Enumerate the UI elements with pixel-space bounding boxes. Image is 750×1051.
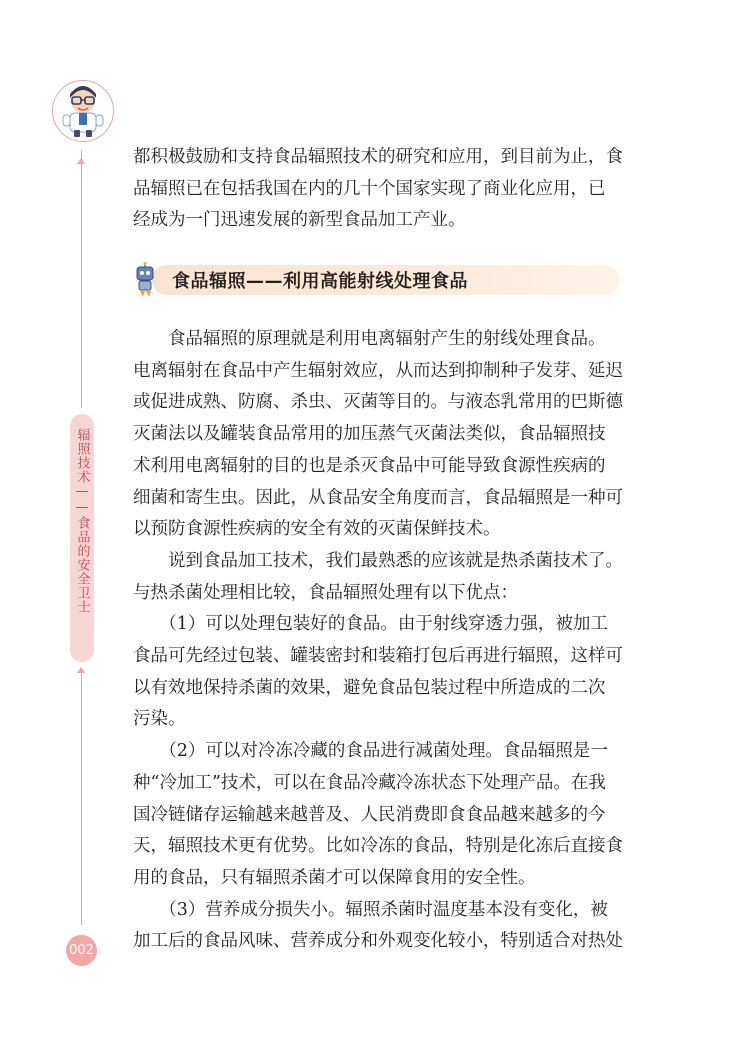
paragraph-advantage-3 [133, 895, 629, 958]
text-line: 国冷链储存运输越来越普及、人民消费即食食品越来越多的今 [133, 804, 606, 825]
text-line: （1）可以处理包装好的食品。由于射线穿透力强，被加工 [133, 614, 608, 635]
text-line: 或促进成熟、防腐、杀虫、灭菌等目的。与液态乳常用的巴斯德 [133, 392, 623, 413]
paragraph-principle [133, 324, 629, 546]
rail-line-bottom [81, 670, 82, 925]
text-line: 品辐照已在包括我国在内的几十个国家实现了商业化应用，已 [133, 178, 606, 199]
text-line: 电离辐射在食品中产生辐射效应，从而达到抑制种子发芽、延迟 [133, 360, 623, 381]
text-line: 加工后的食品风味、营养成分和外观变化较小，特别适合对热处 [133, 931, 623, 952]
paragraph-advantage-2 [133, 736, 629, 895]
text-line: 说到食品加工技术，我们最熟悉的应该就是热杀菌技术了。 [133, 550, 623, 571]
text-line: 用的食品，只有辐照杀菌才可以保障食用的安全性。 [133, 867, 536, 888]
text-line: 种“冷加工”技术，可以在食品冷藏冷冻状态下处理产品。在我 [133, 772, 606, 793]
rail-line-top [81, 150, 82, 408]
paragraph-comparison [133, 546, 629, 609]
text-line: 污染。 [133, 709, 186, 730]
text-line: 都积极鼓励和支持食品辐照技术的研究和应用，到目前为止，食 [133, 147, 623, 167]
text-line: 食品可先经过包装、罐装密封和装箱打包后再进行辐照，这样可 [133, 646, 623, 667]
text-line: 天，辐照技术更有优势。比如冷冻的食品，特别是化冻后直接食 [133, 836, 623, 857]
text-line: 以预防食源性疾病的安全有效的灭菌保鲜技术。 [133, 519, 501, 540]
body-text [133, 324, 629, 958]
scientist-mascot-icon [57, 84, 109, 138]
text-line: 经成为一门迅速发展的新型食品加工产业。 [133, 210, 466, 231]
text-line: 以有效地保持杀菌的效果，避免食品包装过程中所造成的二次 [133, 677, 606, 698]
section-title: 食品辐照——利用高能射线处理食品 [172, 271, 468, 292]
mascot-avatar [52, 80, 114, 142]
side-chapter-title: 辐照技术——食品的安全卫士 [74, 428, 90, 614]
text-line: 与热杀菌处理相比较，食品辐照处理有以下优点： [133, 582, 518, 603]
section-heading [128, 262, 620, 296]
text-line: 食品辐照的原理就是利用电离辐射产生的射线处理食品。 [133, 329, 606, 349]
robot-icon [128, 262, 164, 298]
page-number-badge: 002 [66, 935, 97, 966]
rail-arrow-up-icon [77, 158, 85, 164]
text-line: 灭菌法以及罐装食品常用的加压蒸气灭菌法类似，食品辐照技 [133, 424, 606, 445]
text-line: 术利用电离辐射的目的也是杀灭食品中可能导致食源性疾病的 [133, 455, 606, 476]
text-line: 细菌和寄生虫。因此，从食品安全角度而言，食品辐照是一种可 [133, 487, 623, 508]
side-chapter-tab [70, 414, 94, 662]
text-line: （3）营养成分损失小。辐照杀菌时温度基本没有变化，被 [133, 899, 608, 920]
text-line: （2）可以对冷冻冷藏的食品进行减菌处理。食品辐照是一 [133, 741, 608, 762]
intro-paragraph [133, 142, 629, 237]
paragraph-advantage-1 [133, 609, 629, 736]
